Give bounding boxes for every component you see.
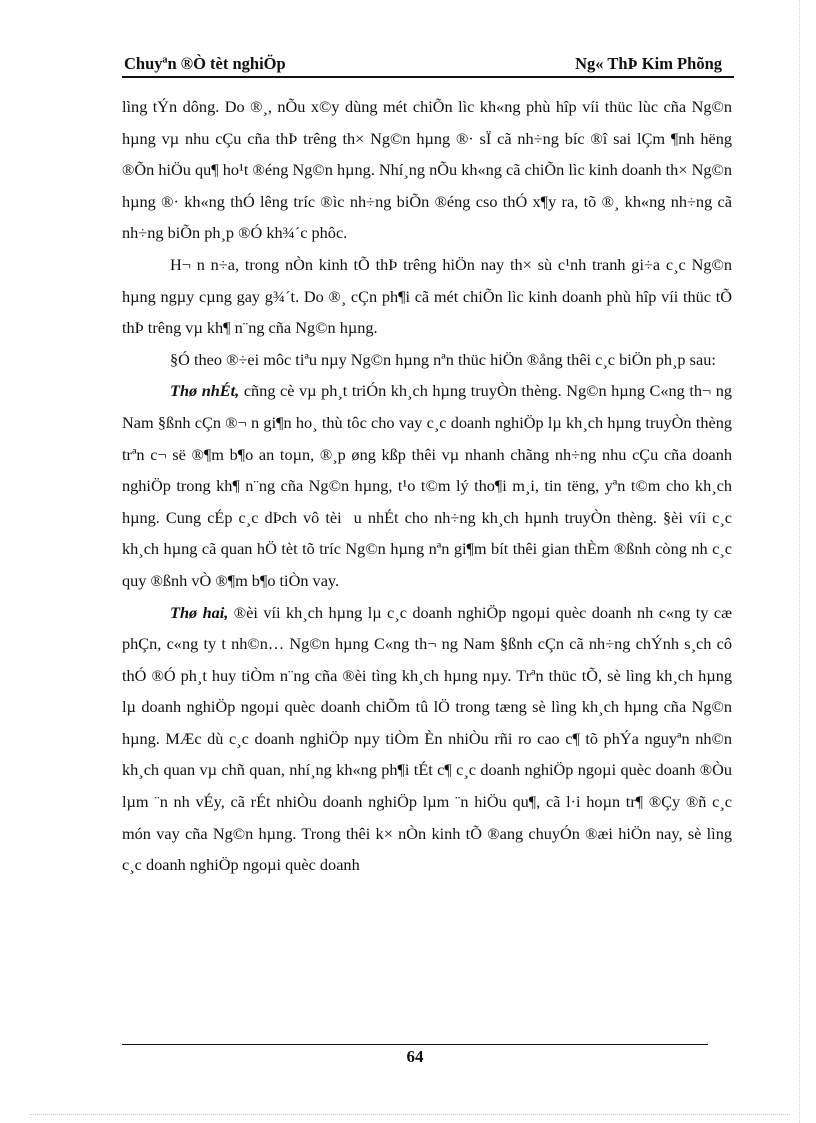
paragraph-4 [122,375,732,596]
page-edge-bottom [30,1114,790,1115]
paragraph-4-lead: Thø nhÉt, [170,381,240,401]
paragraph-5 [122,597,732,881]
paragraph-5-text: ®èi víi kh¸ch hµng lµ c¸c doanh nghiÖp ngoµi quèc doanh nh c«ng ty cæ phÇn, c«ng ty t nh©n… Ng©n hµng C«ng th¬ ng Nam §ßnh cÇn cã nh÷ng chÝnh s¸ch cô thÓ ®Ó ph¸t huy tiÒm n¨ng cña ®èi tìng kh¸ch hµng nµy. Trªn thüc tÕ, sè lìng kh¸ch hµng lµ doanh nghiÖp ngoµi quèc doanh chiÕm tû lÖ trong tæng sè lìng kh¸ch hµng cña Ng©n hµng. MÆc dù c¸c doanh nghiÖp nµy tiÒm Èn nhiÒu rñi ro cao c¶ tõ phÝa nguyªn nh©n kh¸ch quan vµ chñ quan, nhí¸ng kh«ng ph¶i tÉt c¶ c¸c doanh nghiÖp ngoµi quèc doanh ®Òu lµm ¨n nh vÉy, cã rÉt nhiÒu doanh nghiÖp lµm ¨n hiÖu qu¶, cã l·i hoµn tr¶ ®Çy ®ñ c¸c món vay cña Ng©n hµng. Trong thêi k× nÒn kinh tÕ ®ang chuyÓn ®æi hiÖn nay, sè lìng c¸c doanh nghiÖp ngoµi quèc doanh [122,602,732,875]
footer-rule [122,1044,708,1045]
body-text [122,91,732,881]
page-edge-right [799,0,800,1123]
paragraph-3 [122,344,732,376]
paragraph-5-lead: Thø hai, [170,602,229,622]
paragraph-1 [122,91,732,249]
page-number: 64 [406,1047,424,1066]
thesis-title: Chuyªn ®Ò tèt nghiÖp [124,54,286,73]
paragraph-2-text: H¬ n n÷a, trong nÒn kinh tÕ thÞ trêng hiÖn nay th× sù c¹nh tranh gi÷a c¸c Ng©n hµng ngµy cµng gay g¾´t. Do ®¸ cÇn ph¶i cã mét chiÕn lìc kinh doanh phù hîp víi thüc tÕ thÞ trêng vµ kh¶ n¨ng cña Ng©n hµng. [122,254,732,338]
paragraph-1-text: lìng tÝn dông. Do ®¸, nÕu x©y dùng mét chiÕn lìc kh«ng phù hîp víi thüc lùc cña Ng©n hµng vµ nhu cÇu cña thÞ trêng th× Ng©n hµng ®· sÏ cã nh÷ng bíc ®î sai lÇm ¶nh hëng ®Õn hiÖu qu¶ ho¹t ®éng Ng©n hµng. Nhí¸ng nÕu kh«ng cã chiÕn lìc kinh doanh th× Ng©n hµng ®· kh«ng thÓ lêng tríc ®ìc nh÷ng biÕn ®éng cso thÓ x¶y ra, tõ ®¸ kh«ng nh÷ng cã nh÷ng biÕn ph¸p ®Ó kh¾´c phôc. [122,97,732,243]
paragraph-4-text: cñng cè vµ ph¸t triÓn kh¸ch hµng truyÒn thèng. Ng©n hµng C«ng th¬ ng Nam §ßnh cÇn ®¬ n gi¶n ho¸ thù tôc cho vay c¸c doanh nghiÖp lµ kh¸ch hµng truyÒn thèng trªn c¬ së ®¶m b¶o an toµn, ®¸p øng kßp thêi vµ nhanh chãng nh÷ng nhu cÇu cña doanh nghiÖp trong kh¶ n¨ng cña Ng©n hµng, t¹o t©m lý tho¶i m¸i, tin tëng, yªn t©m cho kh¸ch hµng. Cung cÉp c¸c dÞch vô tèi u nhÉt cho nh÷ng kh¸ch hµnh truyÒn thèng. §èi víi c¸c kh¸ch hµng cã quan hÖ tèt tõ tríc Ng©n hµng nªn gi¶m bít thêi gian thÈm ®ßnh còng nh c¸c quy ®ßnh vÒ ®¶m b¶o tiÒn vay. [122,381,733,590]
paragraph-3-text: §Ó theo ®÷ei môc tiªu nµy Ng©n hµng nªn thüc hiÖn ®ång thêi c¸c biÖn ph¸p sau: [170,349,716,369]
page-header [122,52,734,78]
paragraph-2 [122,249,732,344]
author-name: Ng« ThÞ Kim Phõng [575,54,722,73]
